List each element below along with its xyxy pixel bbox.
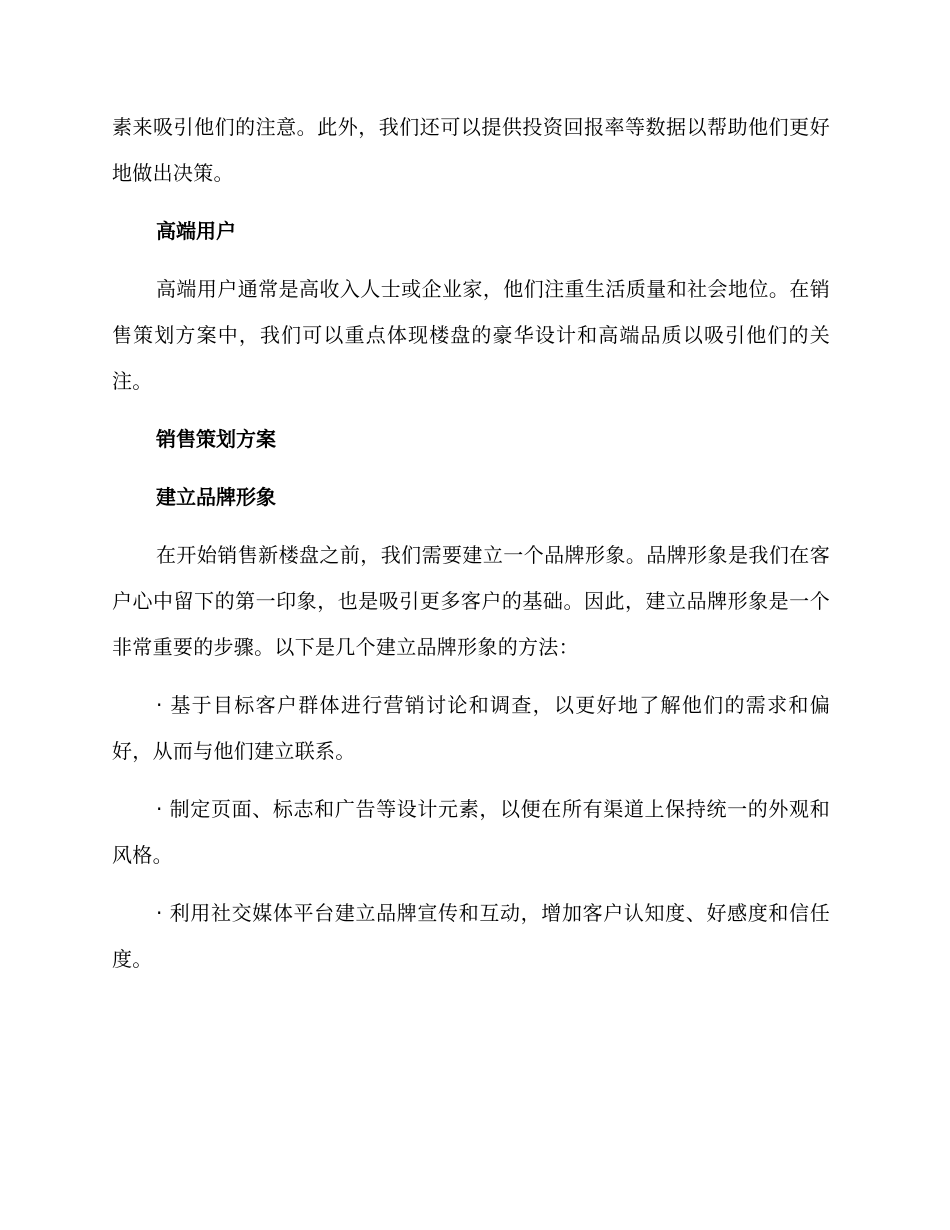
- paragraph-high-end-users: 高端用户通常是高收入人士或企业家，他们注重生活质量和社会地位。在销售策划方案中，我们可以重点体现楼盘的豪华设计和高端品质以吸引他们的关注。: [112, 277, 830, 393]
- bullet-item: · 制定页面、标志和广告等设计元素，以便在所有渠道上保持统一的外观和风格。: [112, 797, 830, 867]
- bullet-item: · 利用社交媒体平台建立品牌宣传和互动，增加客户认知度、好感度和信任度。: [112, 901, 830, 971]
- heading-high-end-users: 高端用户: [156, 219, 236, 243]
- document-page: [112, 104, 830, 982]
- heading-brand-image: 建立品牌形象: [156, 485, 276, 509]
- bullet-item: · 基于目标客户群体进行营销讨论和调查，以更好地了解他们的需求和偏好，从而与他们建立联系。: [112, 693, 830, 763]
- paragraph-brand-image: 在开始销售新楼盘之前，我们需要建立一个品牌形象。品牌形象是我们在客户心中留下的第一印象，也是吸引更多客户的基础。因此，建立品牌形象是一个非常重要的步骤。以下是几个建立品牌形象的方法：: [112, 543, 830, 659]
- paragraph-continuation: 素来吸引他们的注意。此外，我们还可以提供投资回报率等数据以帮助他们更好地做出决策。: [112, 115, 830, 185]
- heading-sales-plan: 销售策划方案: [156, 427, 276, 451]
